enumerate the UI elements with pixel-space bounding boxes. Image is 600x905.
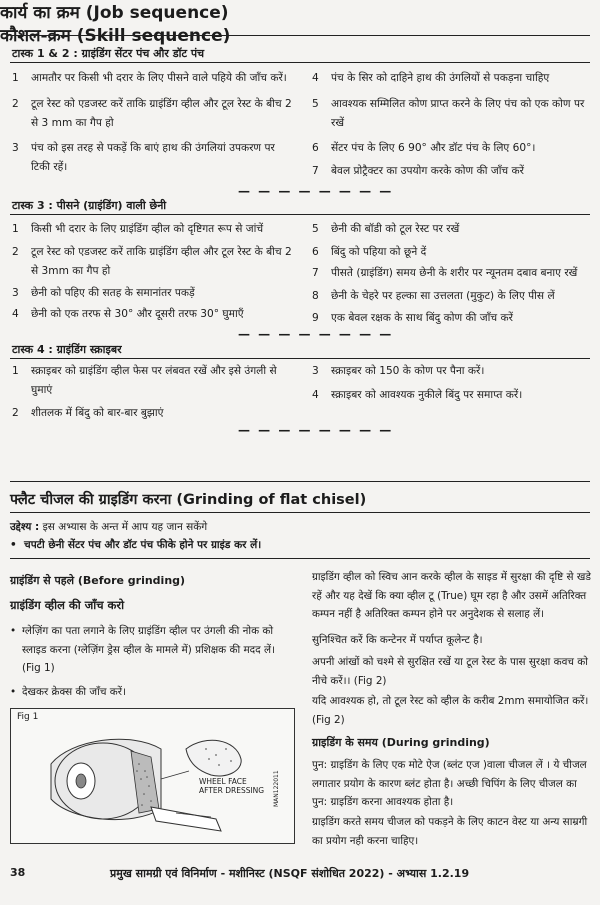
figure-label: Fig 1 — [17, 712, 39, 722]
callout-leader — [161, 771, 189, 779]
list-item: 6 बिंदु को पहिया को छूने दें — [312, 246, 427, 258]
paragraph: ग्राइडिंग करते समय चीजल को पकड़ने के लिए काटन वेस्ट या अन्य साम्रगी का प्रयोग नही करना चाहिए। — [312, 816, 588, 847]
before-grinding-heading: ग्राइंडिंग से पहले (Before grinding) — [10, 574, 186, 587]
objective-rule — [10, 558, 590, 559]
list-item: 2 टूल रेस्ट को एडजस्ट करें ताकि ग्राइंडिंग व्हील और टूल रेस्ट के बीच 2 से 3 mm का गैप हो — [12, 98, 292, 129]
separator: — — — — — — — — — [238, 184, 394, 198]
heading-rule — [10, 512, 590, 513]
list-item: • देखकर क्रेक्स की जाँच करें। — [10, 686, 126, 698]
task1-title: टास्क 1 & 2 : ग्राइंडिंग सेंटर पंच और डॉट पंच — [12, 47, 205, 60]
list-item: 9 एक बेवल रक्षक के साथ बिंदु कोण की जाँच करें — [312, 312, 513, 324]
task3-title: टास्क 3 : पीसने (ग्राइंडिंग) वाली छेनी — [12, 199, 167, 212]
paragraph: यदि आवश्यक हो, तो टूल रेस्ट को व्हील के करीब 2mm समायोजित करें। (Fig 2) — [312, 695, 589, 726]
separator: — — — — — — — — — [238, 327, 394, 341]
wheel-check-heading: ग्राइंडिंग व्हील की जाँच करो — [10, 598, 125, 612]
spindle — [76, 774, 86, 788]
separator: — — — — — — — — — [238, 423, 394, 437]
objective-intro: इस अभ्यास के अन्त में आप यह जान सकेंगे — [39, 521, 208, 533]
footer-title: प्रमुख सामग्री एवं विनिर्माण - मशीनिस्ट (NSQF संशोधित 2022) - अभ्यास 1.2.19 — [110, 867, 470, 880]
paragraph: सुनिश्चित करें कि कन्टेनर में पर्याप्त कूलेन्ट है। — [312, 634, 483, 646]
page-number: 38 — [10, 866, 26, 879]
list-item: 4 पंच के सिर को दाहिने हाथ की उंगलियों से पकड़ना चाहिए — [312, 72, 550, 84]
list-item: 5 आवश्यक सम्मिलित कोण प्राप्त करने के लिए पंच को एक कोण पर रखें — [312, 98, 585, 129]
chisel-heading: फ्लैट चीजल की ग्राइडिंग करना (Grinding of flat chisel) — [10, 492, 367, 508]
paragraph: ग्राइडिंग व्हील को स्विच आन करके व्हील के साइड में सुरक्षा की दृष्टि से खडे रहें और यह देखें कि क्या व्हील टू (True) घूम रहा है और उसमें अतिरिक्त कम्पन नहीं है अतिरिक्त कम्पन होने पर अनुदेशक से सलाह लें। — [312, 571, 591, 620]
task-rule — [10, 358, 590, 359]
figure-1 — [10, 708, 295, 844]
list-item: 2 टूल रेस्ट को एडजस्ट करें ताकि ग्राइंडिंग व्हील और टूल रेस्ट के बीच 2 से 3mm का गैप हो — [12, 246, 292, 277]
list-item: 7 पीसते (ग्राइंडिंग) समय छेनी के शरीर पर न्यूनतम दबाव बनाए रखें — [312, 267, 578, 279]
list-item: 5 छेनी की बॉडी को टूल रेस्ट पर रखें — [312, 223, 460, 235]
objective-label: उद्देश्य : — [10, 521, 40, 533]
heading-rule — [10, 35, 590, 36]
job-sequence-heading: कार्य का क्रम (Job sequence) — [0, 3, 229, 23]
list-item: 1 किसी भी दरार के लिए ग्राइंडिंग व्हील को दृष्टिगत रूप से जांचें — [12, 223, 264, 235]
list-item: 4 छेनी को एक तरफ से 30° और दूसरी तरफ 30° घुमाएँ — [12, 308, 244, 320]
heading-rule — [10, 481, 590, 482]
list-item: 8 छेनी के चेहरे पर हल्का सा उत्तलता (मुकुट) के लिए पीस लें — [312, 290, 555, 302]
task-rule — [10, 214, 590, 215]
list-item: 3 स्क्राइबर को 150 के कोण पर पैना करें। — [312, 365, 485, 377]
list-item: 4 स्क्राइबर को आवश्यक नुकीले बिंदु पर समाप्त करें। — [312, 389, 523, 401]
list-item: 3 छेनी को पहिए की सतह के समानांतर पकड़ें — [12, 287, 195, 299]
skill-sequence-heading: कौशल-क्रम (Skill sequence) — [0, 26, 231, 46]
list-item: 3 पंच को इस तरह से पकड़ें कि बाएं हाथ की उंगलियां उपकरण पर टिकी रहें। — [12, 142, 275, 173]
list-item: 1 स्क्राइबर को ग्राइंडिंग व्हील फेस पर लंबवत रखें और इसे उंगली से घुमाएं — [12, 365, 277, 396]
paragraph: अपनी आंखों को चश्मे से सुरक्षित रखें या टूल रेस्ट के पास सुरक्षा कवच को नीचे करें।। (Fig 2) — [312, 656, 588, 687]
during-grinding-heading: ग्राइडिंग के समय (During grinding) — [312, 736, 490, 749]
list-item: 2 शीतलक में बिंदु को बार-बार बुझाएं — [12, 407, 164, 419]
list-item: • ग्लेज़िंग का पता लगाने के लिए ग्राइंडिंग व्हील पर उंगली की नोक को स्लाइड करना (ग्लेज़िंग ड्रेस व्हील के मामले में) प्रशिक्षक की मदद लें। (Fig 1) — [10, 625, 275, 674]
tool-rest — [151, 807, 221, 831]
task4-title: टास्क 4 : ग्राइंडिंग स्क्राइबर — [12, 343, 122, 356]
task-rule — [10, 62, 590, 63]
objective — [10, 520, 207, 534]
figure-code: MAN122011 — [273, 770, 280, 807]
hand — [186, 740, 241, 776]
list-item: 7 बेवल प्रोट्रैक्टर का उपयोग करके कोण की जाँच करें — [312, 165, 524, 177]
paragraph: पुन: ग्राइडिंग के लिए एक मोटे ऐज (ब्लंट एज )वाला चीजल लें । ये चीजल लगातार प्रयोग के कारण ब्लंट होता है। अच्छी चिपिंग के लिए चीजल का पुन: ग्राइडिंग करना आवश्यक होता है। — [312, 759, 587, 808]
list-item: 1 आमतौर पर किसी भी दरार के लिए पीसने वाले पहिये की जाँच करें। — [12, 72, 287, 84]
grinding-wheel-illustration — [11, 709, 294, 843]
figure-callout: WHEEL FACE AFTER DRESSING — [199, 777, 265, 795]
list-item: 6 सेंटर पंच के लिए 6 90° और डॉट पंच के लिए 60°। — [312, 142, 536, 154]
objective-point: • चपटी छेनी सेंटर पंच और डॉट पंच फीके होने पर ग्राइंड कर लें। — [10, 539, 262, 551]
